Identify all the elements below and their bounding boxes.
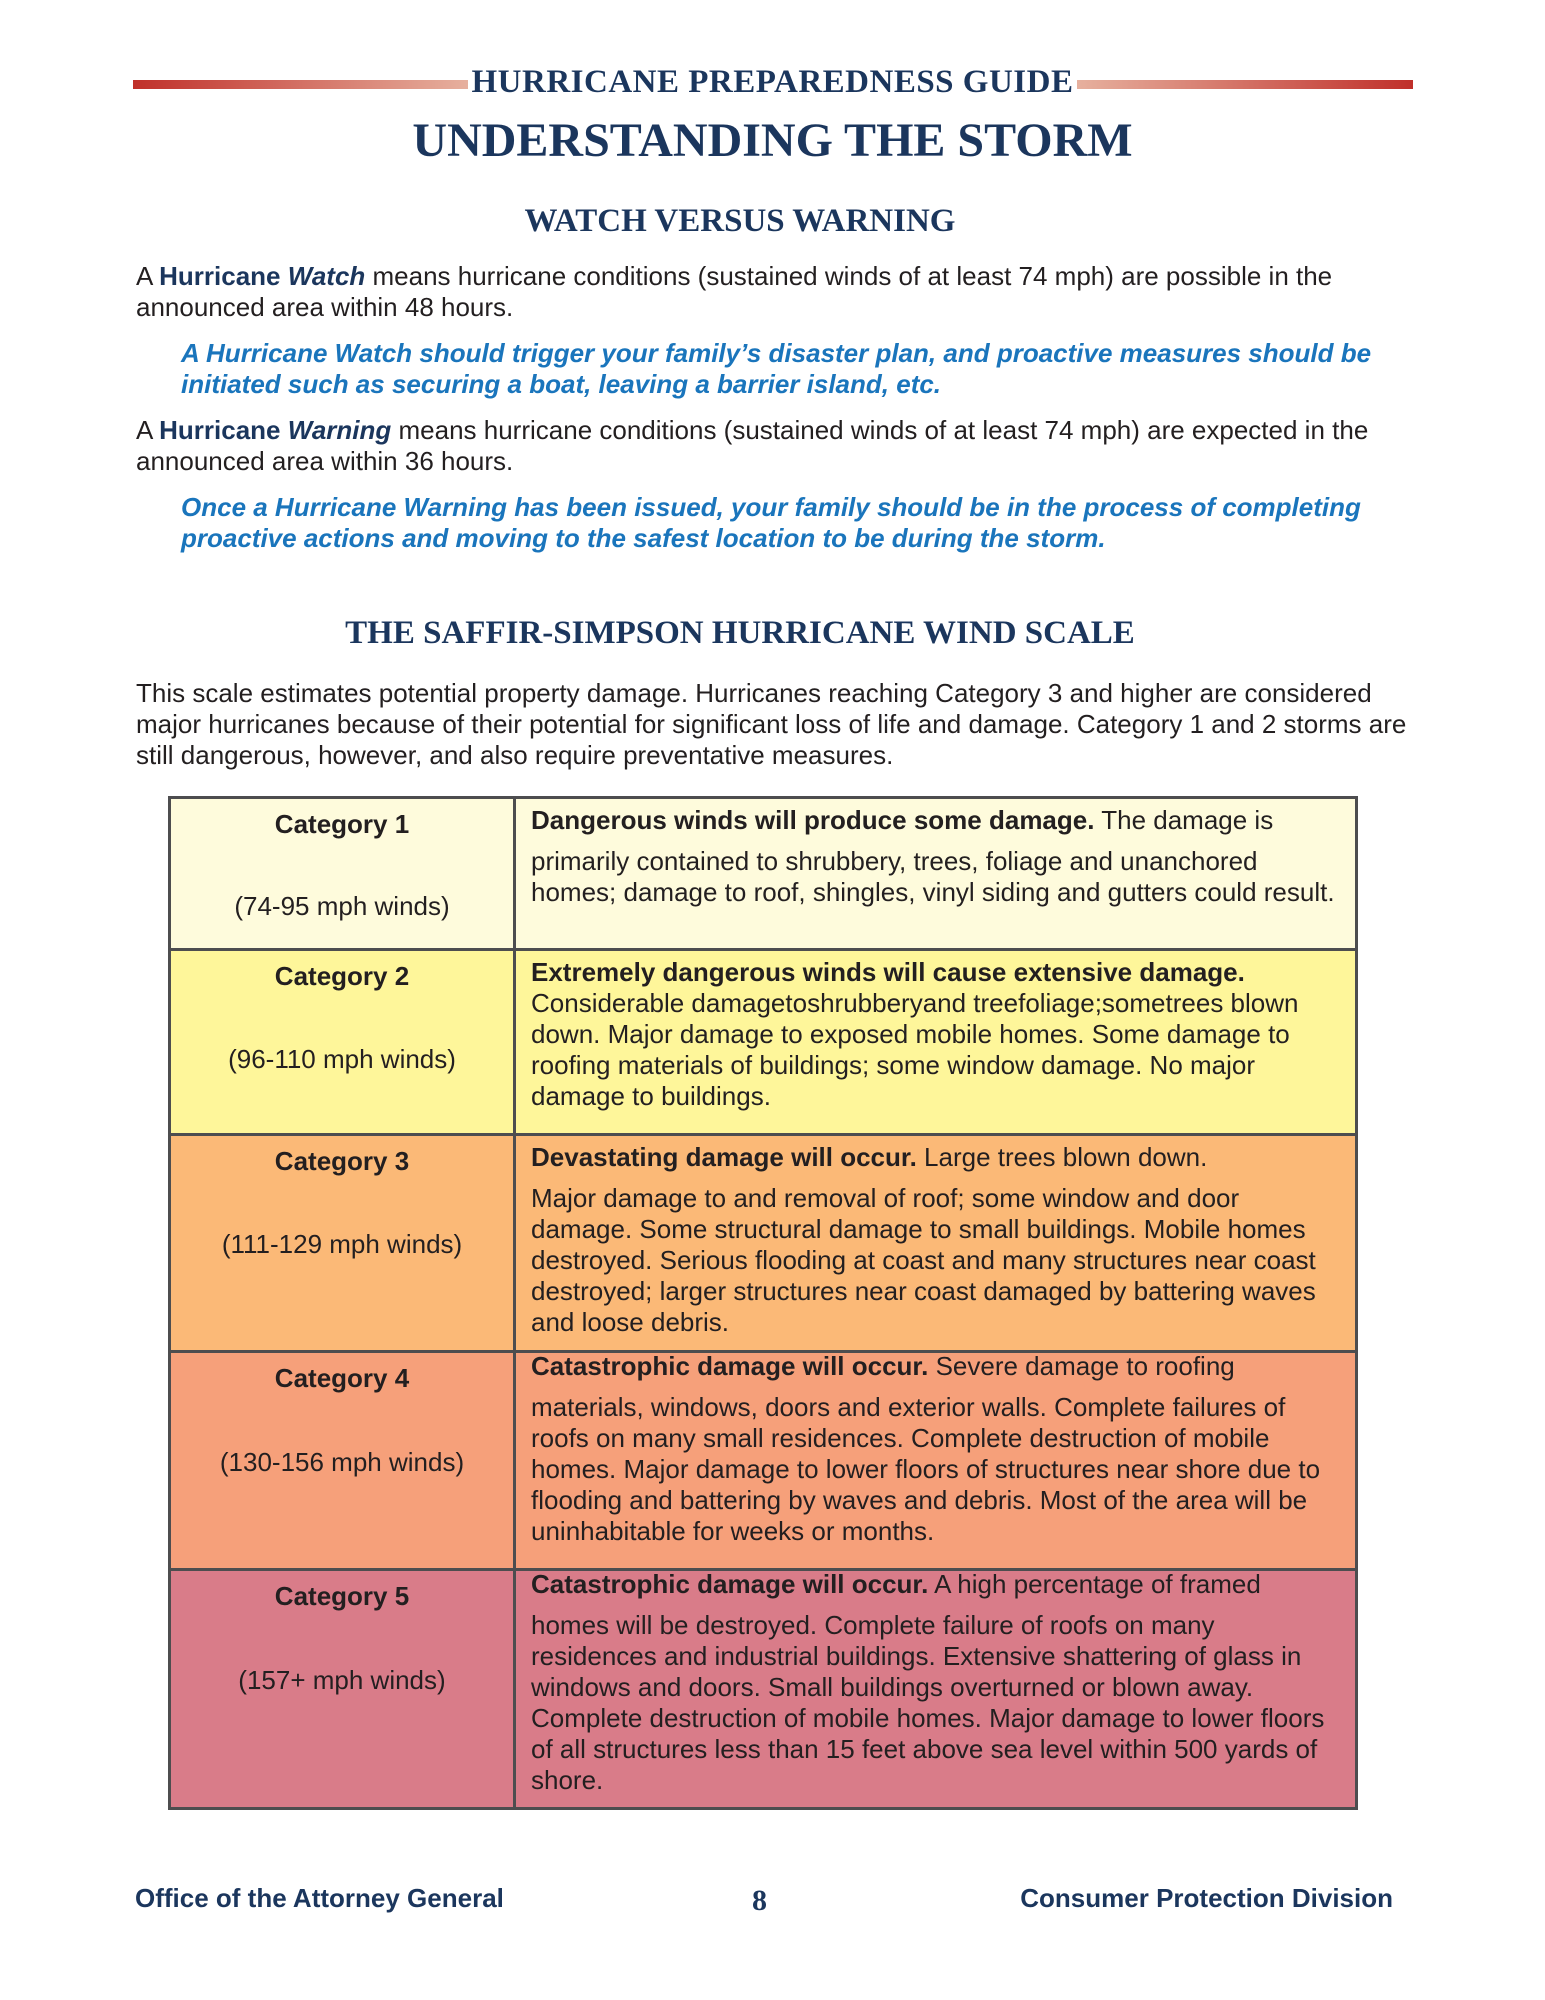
category-lead: Devastating damage will occur. (531, 1142, 917, 1172)
category-cell (171, 799, 516, 948)
category-row-3 (171, 1136, 1355, 1353)
footer-office: Office of the Attorney General (135, 1883, 504, 1913)
category-lead: Catastrophic damage will occur. (531, 1569, 929, 1599)
category-description (531, 1351, 1339, 1547)
category-row-2 (171, 951, 1355, 1136)
watch-note: A Hurricane Watch should trigger your family’s disaster plan, and proactive measures should be initiated such as securing a boat, leaving a barrier island, etc. (181, 338, 1372, 399)
category-row-4 (171, 1353, 1355, 1571)
watch-term-emphasis: Watch (287, 261, 366, 291)
category-name: Category 2 (274, 961, 410, 991)
watch-definition (136, 261, 1426, 323)
category-desc-rest: Considerable damagetoshrubberyand treefoliage;sometrees blown down. Major damage to exposed mobile homes. Some damage to roofing materials of buildings; some window damage. No major damage to buildings. (531, 988, 1299, 1111)
category-winds: (111-129 mph winds) (221, 1229, 463, 1259)
category-name: Category 1 (274, 809, 410, 839)
watch-warning-heading: WATCH VERSUS WARNING (524, 203, 956, 239)
category-lead: Catastrophic damage will occur. (531, 1351, 929, 1381)
category-description (531, 1142, 1339, 1338)
footer-division: Consumer Protection Division (1020, 1883, 1393, 1913)
category-row-5 (171, 1571, 1355, 1807)
category-desc-first: Severe damage to roofing (928, 1351, 1235, 1381)
guide-title-text: HURRICANE PREPAREDNESS GUIDE (468, 64, 1078, 100)
category-name: Category 5 (274, 1581, 410, 1611)
scale-intro: This scale estimates potential property damage. Hurricanes reaching Category 3 and higher are considered major hurricanes because of their potential for significant loss of life and damage. Category 1 and 2 storms are still dangerous, however, and also require preventative measures. (136, 678, 1407, 770)
category-cell (171, 951, 516, 1133)
warning-definition (136, 415, 1426, 477)
category-cell (171, 1353, 516, 1568)
category-desc-first: The damage is (1094, 805, 1274, 835)
watch-term: Hurricane (159, 261, 288, 291)
category-lead: Dangerous winds will produce some damage. (531, 805, 1095, 835)
category-cell (171, 1571, 516, 1807)
category-name: Category 3 (274, 1146, 410, 1176)
warning-term-emphasis: Warning (287, 415, 392, 445)
warning-prefix: A (136, 415, 160, 445)
category-description (531, 957, 1339, 1112)
category-winds: (74-95 mph winds) (234, 891, 450, 921)
scale-heading: THE SAFFIR-SIMPSON HURRICANE WIND SCALE (345, 615, 1135, 651)
category-winds: (157+ mph winds) (238, 1665, 446, 1695)
warning-note: Once a Hurricane Warning has been issued, your family should be in the process of completing proactive actions and moving to the safest location to be during the storm. (181, 492, 1361, 553)
category-row-1 (171, 799, 1355, 951)
page-number: 8 (752, 1884, 767, 1917)
category-desc-rest: primarily contained to shrubbery, trees, foliage and unanchored homes; damage to roof, shingles, vinyl siding and gutters could result. (531, 846, 1335, 907)
category-desc-rest: homes will be destroyed. Complete failure of roofs on many residences and industrial buildings. Extensive shattering of glass in windows and doors. Small buildings overturned or blown away. Complete destruction of mobile homes. Major damage to lower floors of all structures less than 15 feet above sea level within 500 yards of shore. (531, 1610, 1325, 1795)
guide-title (0, 64, 1545, 101)
watch-prefix: A (136, 261, 160, 291)
warning-text: means hurricane conditions (sustained winds of at least 74 mph) are expected in the announced area within 36 hours. (136, 415, 1369, 476)
category-desc-rest: Major damage to and removal of roof; some window and door damage. Some structural damage to small buildings. Mobile homes destroyed. Serious flooding at coast and many structures near coast destroyed; larger structures near coast damaged by battering waves and loose debris. (531, 1183, 1316, 1337)
category-winds: (130-156 mph winds) (219, 1447, 465, 1477)
category-desc-first: A high percentage of framed (928, 1569, 1261, 1599)
warning-term: Hurricane (159, 415, 288, 445)
category-cell (171, 1136, 516, 1350)
category-winds: (96-110 mph winds) (228, 1044, 456, 1074)
watch-text: means hurricane conditions (sustained winds of at least 74 mph) are possible in the announced area within 48 hours. (136, 261, 1333, 322)
category-name: Category 4 (274, 1363, 410, 1393)
wind-scale-table (168, 796, 1358, 1810)
category-description (531, 1569, 1339, 1796)
category-lead: Extremely dangerous winds will cause extensive damage. (531, 957, 1245, 987)
category-description (531, 805, 1339, 908)
page-title: UNDERSTANDING THE STORM (412, 114, 1133, 167)
category-desc-rest: materials, windows, doors and exterior walls. Complete failures of roofs on many small residences. Complete destruction of mobile homes. Major damage to lower floors of structures near shore due to flooding and battering by waves and debris. Most of the area will be uninhabitable for weeks or months. (531, 1392, 1321, 1546)
category-desc-first: Large trees blown down. (916, 1142, 1208, 1172)
